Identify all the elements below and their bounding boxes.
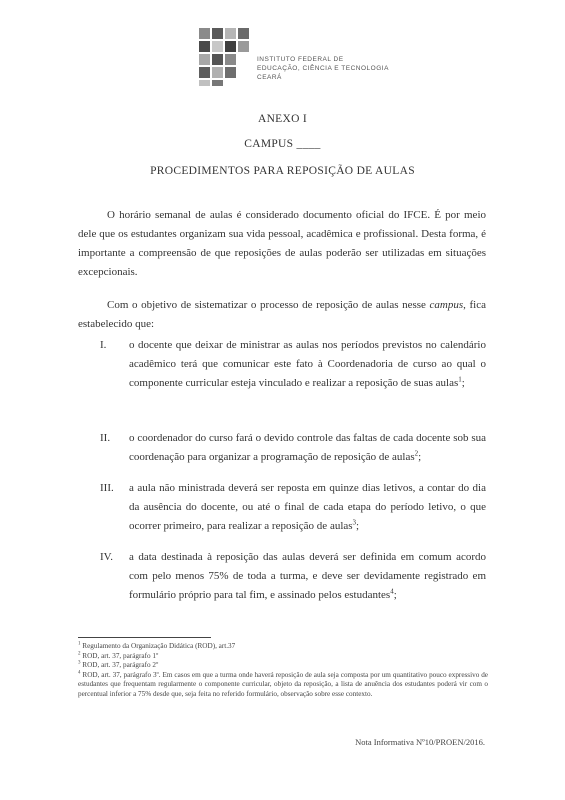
footnote: $^4$ ROD, art. 37, parágrafo 3º. Em casos em que a turma onde haverá reposição de aula seja composta por um quantitativo pouco expressivo de estudantes que frequentam regularmente o componente curricular, objeto da reposição, a lista de anuência dos estudantes poderá vir com o percentual inferior a 75% desde que, seja feita no referido formulário, observação sobre esse contexto. bbox=[78, 670, 488, 698]
item-number: IV. bbox=[100, 551, 113, 563]
objective-paragraph bbox=[78, 296, 486, 334]
logo-mark-icon bbox=[199, 28, 259, 88]
objective-before: Com o objetivo de sistematizar o processo de reposição de aulas nesse bbox=[107, 299, 430, 311]
item-text: o docente que deixar de ministrar as aulas nos períodos previstos no calendário acadêmico terá que comunicar este fato à Coordenadoria de curso ao qual o componente curricular esteja vinculado e realizar a reposição de suas aulas$^1$; bbox=[129, 339, 486, 389]
footnote-divider bbox=[78, 637, 211, 638]
item-number: I. bbox=[100, 339, 107, 351]
logo-line-2: EDUCAÇÃO, CIÊNCIA E TECNOLOGIA bbox=[257, 65, 389, 72]
footnotes bbox=[78, 642, 488, 700]
informative-note-reference: Nota Informativa Nº10/PROEN/2016. bbox=[355, 737, 485, 747]
item-number: II. bbox=[100, 432, 111, 444]
footnote-ref[interactable]: 2 bbox=[414, 449, 419, 458]
logo-text bbox=[257, 55, 389, 82]
institution-logo bbox=[199, 28, 389, 90]
footnote-ref[interactable]: 1 bbox=[458, 375, 462, 384]
intro-text: O horário semanal de aulas é considerado documento oficial do IFCE. É por meio dele que os estudantes organizam sua vida pessoal, acadêmica e profissional. Desta forma, é importante a compreensão de que reposições de aulas poderão ser utilizadas em situações excepcionais. bbox=[78, 209, 486, 278]
objective-after: , fica estabelecido que: bbox=[78, 299, 486, 330]
item-text: o coordenador do curso fará o devido controle das faltas de cada docente sob sua coordenação para organizar a programação de reposição de aulas$^2$; bbox=[129, 432, 486, 463]
item-number: III. bbox=[100, 482, 114, 494]
item-text: a aula não ministrada deverá ser reposta em quinze dias letivos, a contar do dia da ausência do docente, ou até o final de cada etapa do período letivo, o que ocorrer primeiro, para realizar a reposição de aulas$^3$; bbox=[129, 482, 486, 532]
document-title: PROCEDIMENTOS PARA REPOSIÇÃO DE AULAS bbox=[150, 165, 415, 177]
logo-line-1: INSTITUTO FEDERAL DE bbox=[257, 56, 344, 63]
campus-heading: CAMPUS ____ bbox=[244, 138, 321, 150]
intro-paragraph bbox=[78, 206, 486, 282]
logo-line-3: CEARÁ bbox=[257, 74, 282, 81]
annex-heading: ANEXO I bbox=[257, 113, 308, 125]
footnote-ref[interactable]: 3 bbox=[352, 518, 357, 527]
footnote-ref[interactable]: 4 bbox=[390, 587, 394, 596]
objective-italic: campus bbox=[429, 299, 464, 311]
footnote: $^2$ ROD, art. 37, parágrafo 1º bbox=[78, 651, 159, 660]
item-text: a data destinada à reposição das aulas deverá ser definida em comum acordo com pelo menos 75% de toda a turma, e deve ser devidamente registrado em formulário próprio para tal fim, e assinado pelos estudantes$^4$; bbox=[129, 551, 486, 601]
footnote: $^3$ ROD, art. 37, parágrafo 2º bbox=[78, 660, 159, 670]
footnote: $^1$ Regulamento da Organização Didática (ROD), art.37 bbox=[78, 641, 236, 650]
